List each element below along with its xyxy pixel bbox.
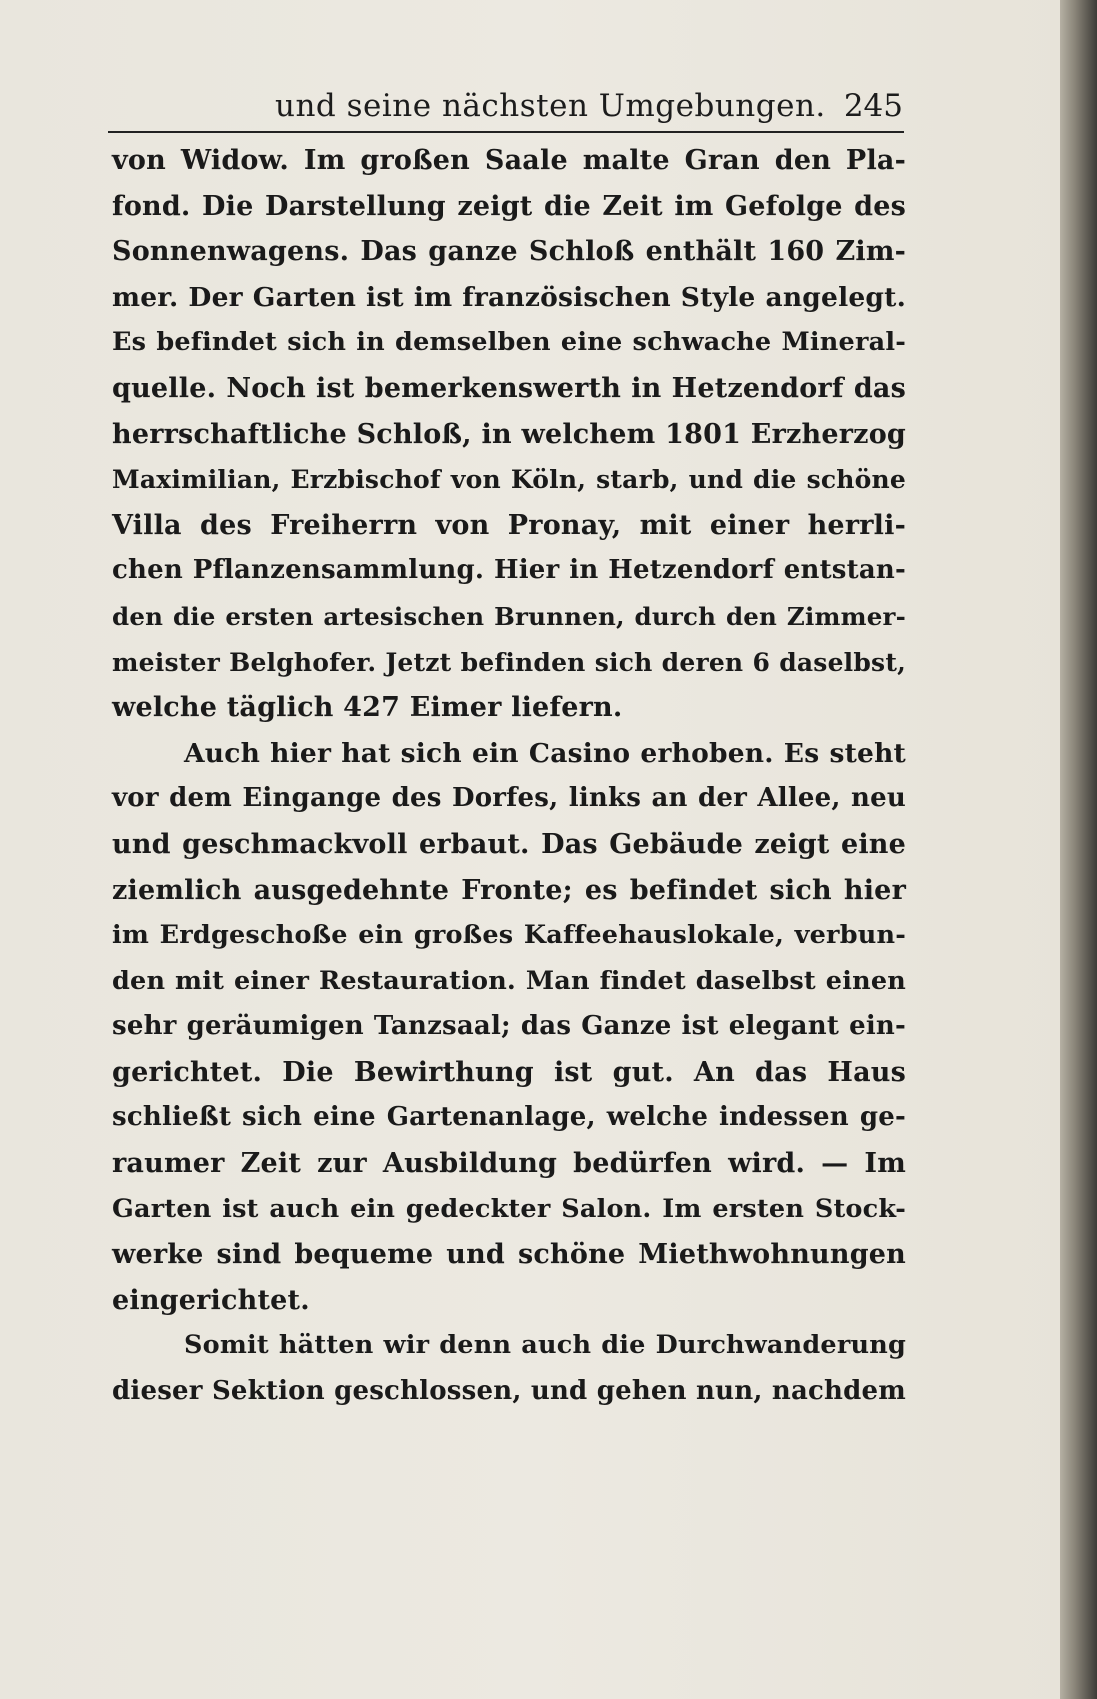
text-line: den mit einer Restauration. Man findet daselbst einen [112,965,906,996]
text-line: Maximilian, Erzbischof von Köln, starb, und die schöne [112,465,906,495]
text-line: quelle. Noch ist bemerkenswerth in Hetzendorf das [112,372,906,404]
text-line: gerichtet. Die Bewirthung ist gut. An das Haus [112,1056,906,1088]
text-line: eingerichtet. [112,1284,310,1316]
text-line: sehr geräumigen Tanzsaal; das Ganze ist elegant ein- [112,1011,906,1042]
running-head: und seine nächsten Umgebungen. [275,88,826,124]
text-line: werke sind bequeme und schöne Miethwohnungen [112,1239,906,1271]
text-line: meister Belghofer. Jetzt befinden sich deren 6 daselbst, [112,647,906,677]
body-text [112,138,906,1415]
text-line: im Erdgeschoße ein großes Kaffeehauslokale, verbun- [112,920,906,951]
text-line: Sonnenwagens. Das ganze Schloß enthält 160 Zim- [112,236,906,268]
text-line: den die ersten artesischen Brunnen, durch den Zimmer- [112,601,906,631]
text-line: welche täglich 427 Eimer liefern. [112,692,623,724]
page-header [100,82,905,128]
text-line: Garten ist auch ein gedeckter Salon. Im ersten Stock- [112,1193,906,1224]
header-rule [108,131,904,133]
text-line: Villa des Freiherrn von Pronay, mit einer herrli- [112,509,906,541]
page-number: 245 [843,88,903,124]
text-line: herrschaftliche Schloß, in welchem 1801 Erzherzog [112,418,906,450]
text-line: und geschmackvoll erbaut. Das Gebäude zeigt eine [112,828,906,860]
text-line: chen Pflanzensammlung. Hier in Hetzendorf entstan- [112,555,906,586]
text-line: raumer Zeit zur Ausbildung bedürfen wird. — Im [112,1148,906,1180]
text-line: von Widow. Im großen Saale malte Gran den Pla- [112,145,906,176]
page-edge [1060,0,1097,1699]
text-line: vor dem Eingange des Dorfes, links an der Allee, neu [112,783,906,814]
text-line: schließt sich eine Gartenanlage, welche indessen ge- [112,1102,906,1133]
paragraph-start: Auch hier hat sich ein Casino erhoben. Es steht [184,737,906,769]
text-line: dieser Sektion geschlossen, und gehen nun, nachdem [112,1376,906,1407]
text-line: ziemlich ausgedehnte Fronte; es befindet sich hier [112,874,906,906]
paragraph-start: Somit hätten wir denn auch die Durchwanderung [184,1330,906,1361]
text-line: Es befindet sich in demselben eine schwache Mineral- [112,327,906,358]
text-line: mer. Der Garten ist im französischen Style angelegt. [112,281,906,313]
text-line: fond. Die Darstellung zeigt die Zeit im Gefolge des [112,190,906,222]
